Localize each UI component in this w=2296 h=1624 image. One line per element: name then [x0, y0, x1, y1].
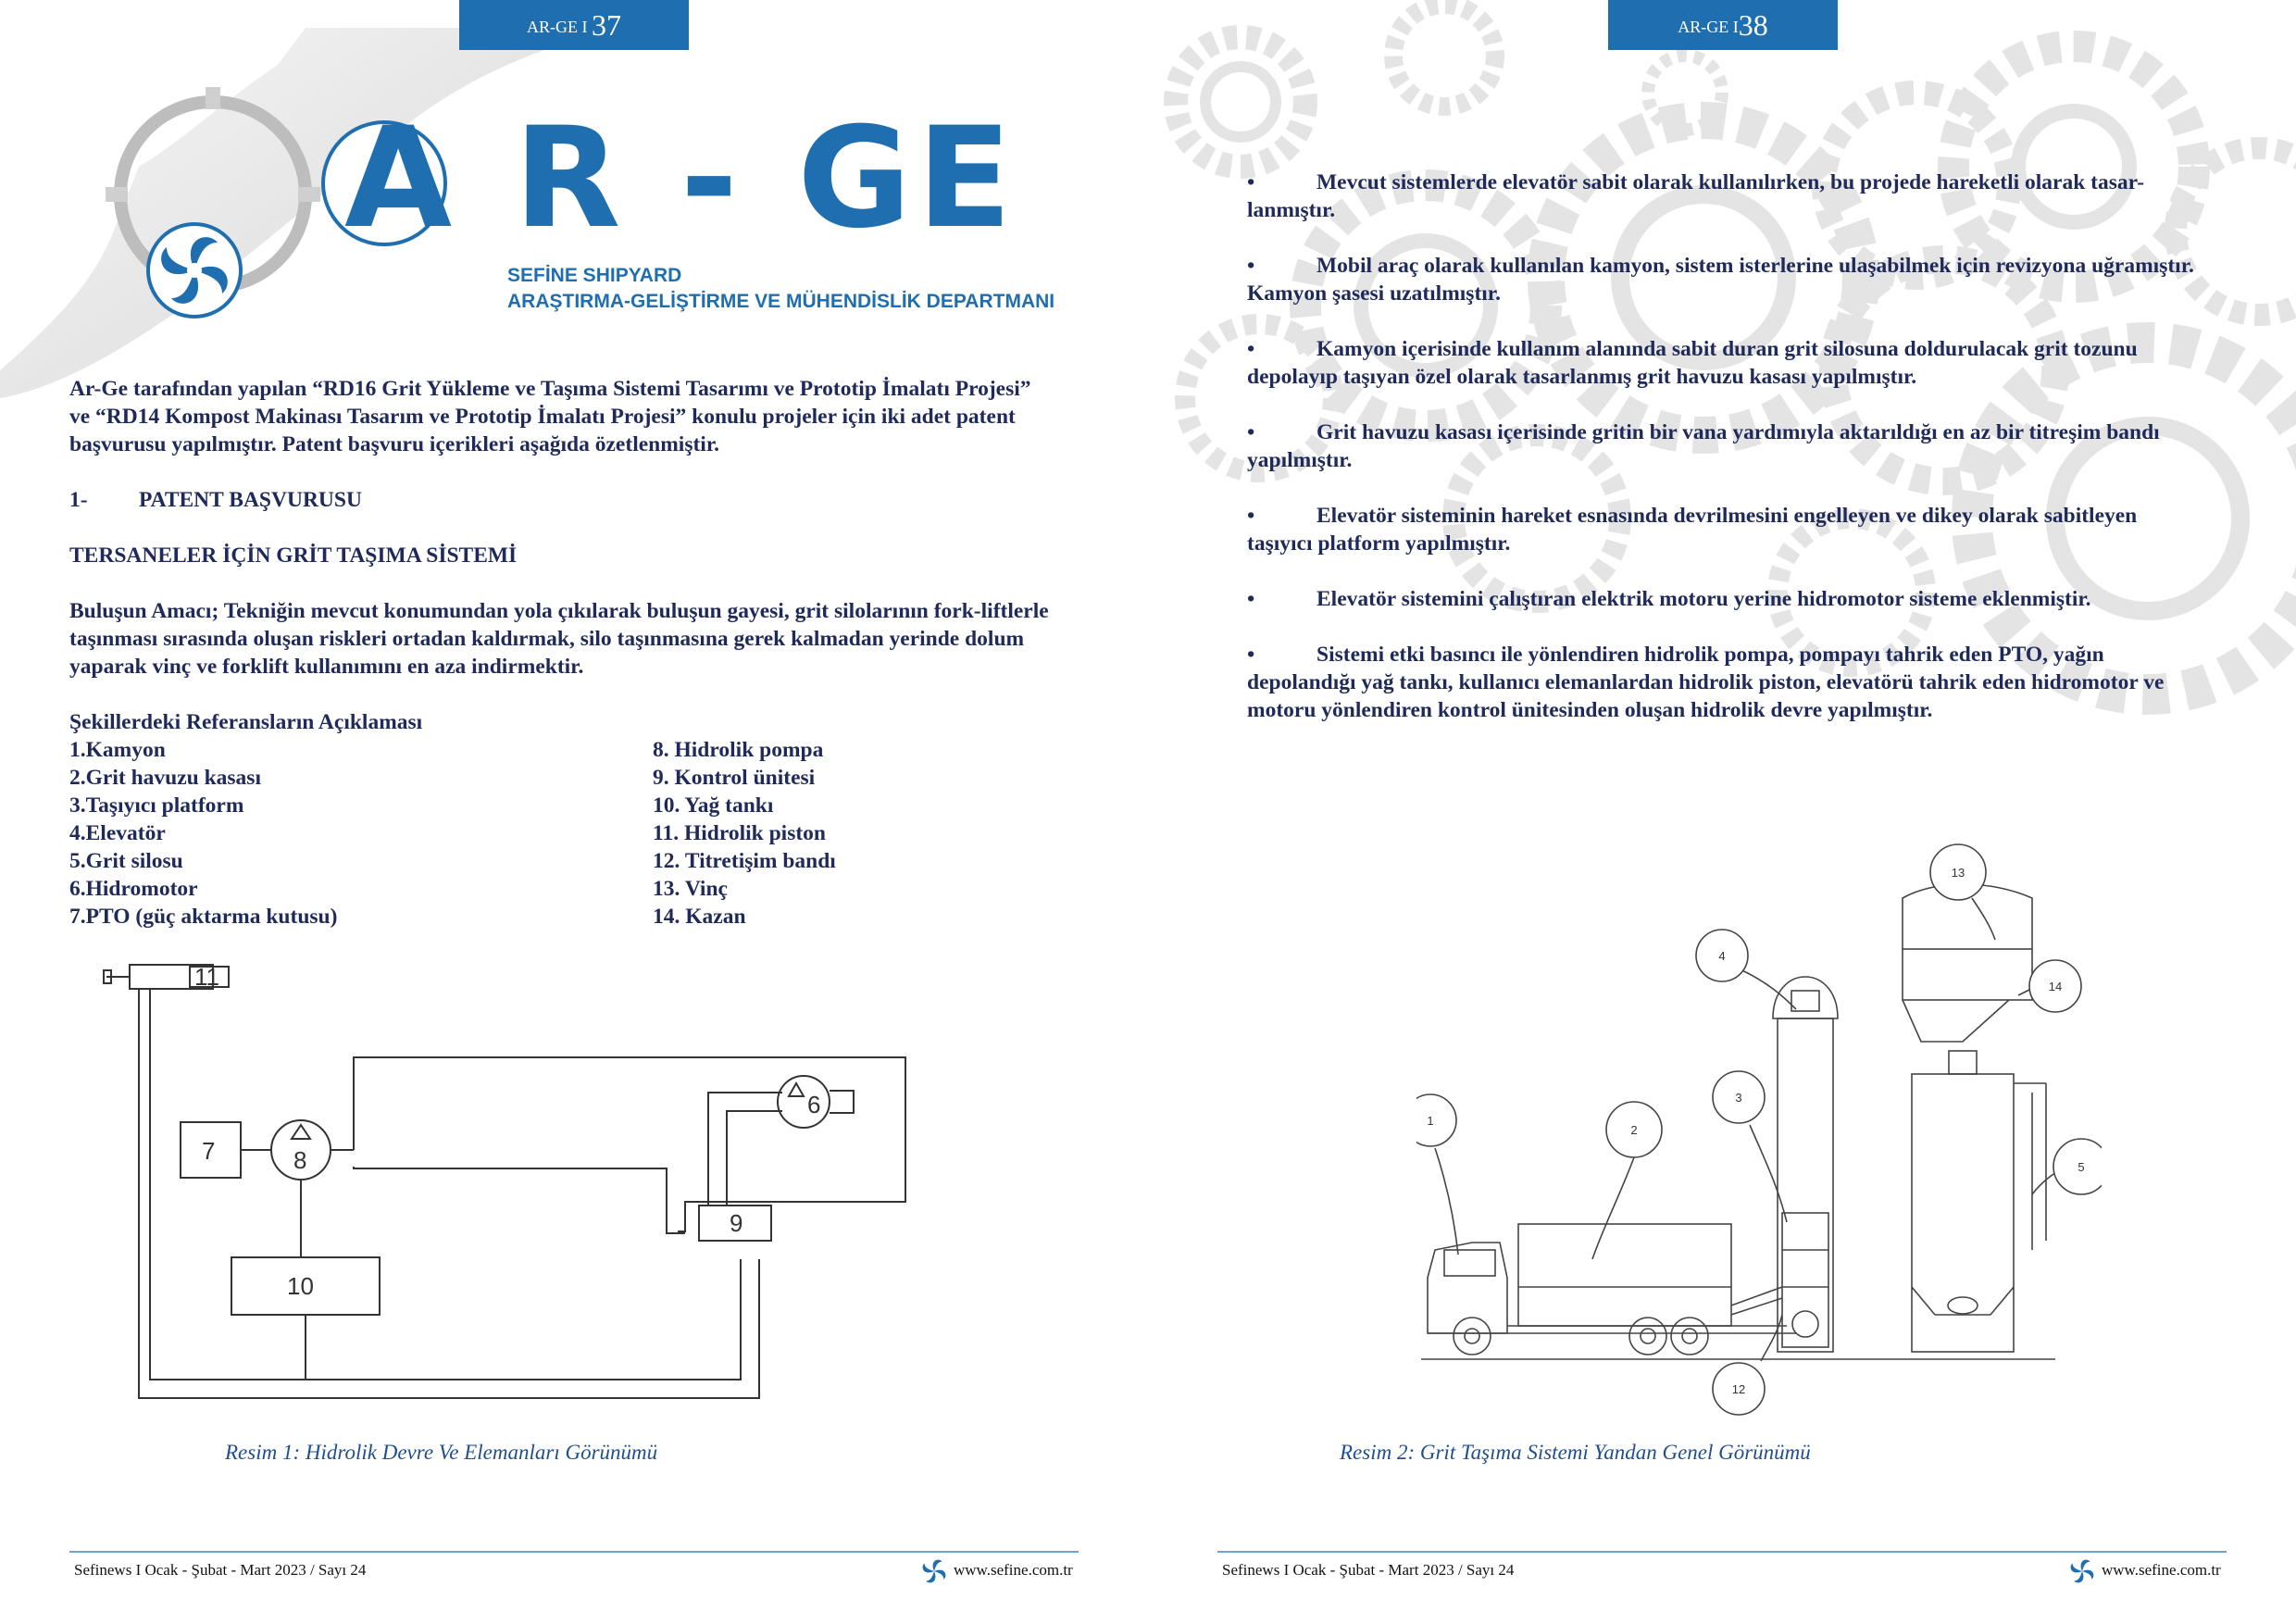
- hydraulic-circuit-diagram: [93, 954, 944, 1417]
- label-8: 8: [293, 1146, 307, 1174]
- left-page-body: [69, 375, 1051, 931]
- department-name: ARAŞTIRMA-GELİŞTİRME VE MÜHENDİSLİK DEPARTMANI: [507, 291, 1055, 312]
- section-label: AR-GE: [1678, 18, 1729, 36]
- sefine-logo-icon: [917, 1554, 952, 1589]
- label-2: 2: [1630, 1123, 1638, 1137]
- purpose-paragraph: Buluşun Amacı; Tekniğin mevcut konumundan yola çıkılarak buluşun gayesi, grit silolarının fork-liftlerle taşınması sırasında oluşan riskleri ortadan kaldırmak, silo taşınmasına gerek kalmadan yerinde dolum yaparak vinç ve forklift kullanımını en aza indirmektir.: [69, 599, 1049, 679]
- label-13: 13: [1951, 866, 1965, 880]
- reference-heading: Şekillerdeki Referansların Açıklaması: [69, 710, 423, 734]
- bullet-text: Kamyon içerisinde kullanım alanında sabit duran grit silosuna doldurulacak grit tozunu depolayıp taşıyan özel olarak tasarlanmış grit havuzu kasası yapılmıştır.: [1247, 337, 2138, 389]
- reference-item: 10. Yağ tankı: [653, 793, 774, 818]
- section-number: 1-: [69, 488, 88, 512]
- truck-wheel: [1629, 1318, 1666, 1355]
- footer-website[interactable]: www.sefine.com.tr: [2102, 1561, 2221, 1579]
- reference-item: 11. Hidrolik piston: [653, 821, 826, 845]
- figure-1-caption: Resim 1: Hidrolik Devre Ve Elemanları Görünümü: [225, 1441, 658, 1464]
- reference-list-right: [653, 736, 836, 931]
- section-title: PATENT BAŞVURUSU: [139, 488, 362, 512]
- bullet-text: Mobil araç olarak kullanılan kamyon, sistem isterlerine ulaşabilmek için revizyona uğramıştır. Kamyon şasesi uzatılmıştır.: [1247, 254, 2194, 306]
- bullet-item: [1247, 502, 2201, 557]
- bullet-dot: •: [1247, 587, 1255, 611]
- bullet-item: [1247, 169, 2201, 224]
- label-11: 11: [194, 963, 219, 991]
- label-10: 10: [287, 1272, 314, 1300]
- footer-website[interactable]: www.sefine.com.tr: [954, 1561, 1073, 1579]
- left-gear-decoration: [0, 28, 555, 417]
- label-5: 5: [2078, 1160, 2085, 1174]
- bullet-text: Elevatör sistemini çalıştıran elektrik motoru yerine hidromotor sisteme eklenmiştir.: [1316, 587, 2091, 611]
- bullet-item: [1247, 641, 2201, 724]
- bullet-text: Grit havuzu kasası içerisinde gritin bir vana yardımıyla aktarıldığı en az bir titreşim bandı yapılmıştır.: [1247, 420, 2160, 472]
- reference-item: 5.Grit silosu: [69, 849, 183, 873]
- reference-item: 14. Kazan: [653, 905, 746, 929]
- bullet-dot: •: [1247, 420, 1255, 444]
- reference-item: 12. Titretişim bandı: [653, 849, 836, 873]
- intro-paragraph: Ar-Ge tarafından yapılan “RD16 Grit Yükleme ve Taşıma Sistemi Tasarımı ve Prototip İmalatı Projesi” ve “RD14 Kompost Makinası Tasarım ve Prototip İmalatı Projesi” konulu projeler için iki adet patent başvurusu yapılmıştır. Patent başvuru içerikleri aşağıda özetlenmiştir.: [69, 377, 1031, 456]
- label-9: 9: [730, 1209, 743, 1237]
- page-header-tab: [1608, 0, 1838, 50]
- label-3: 3: [1735, 1091, 1742, 1105]
- elevator-column: [1778, 1018, 1833, 1352]
- reference-item: 9. Kontrol ünitesi: [653, 766, 816, 790]
- label-4: 4: [1718, 949, 1726, 963]
- reference-item: 7.PTO (güç aktarma kutusu): [69, 905, 338, 929]
- truck-wheel: [1671, 1318, 1708, 1355]
- label-14: 14: [2048, 980, 2063, 993]
- truck-wheel: [1454, 1318, 1491, 1355]
- sefine-logo-icon: [144, 219, 245, 321]
- label-6: 6: [807, 1091, 821, 1118]
- reference-item: 3.Taşıyıcı platform: [69, 793, 244, 818]
- bullet-text: Sistemi etki basıncı ile yönlendiren hidrolik pompa, pompayı tahrik eden PTO, yağın depolandığı yağ tankı, kullanıcı elemanlardan hidrolik piston, elevatörü tahrik eden hidromotor ve motoru yönlendiren kontrol ünitesinden oluşan hidrolik devre yapılmıştır.: [1247, 643, 2165, 722]
- footer-issue: Sefinews I Ocak - Şubat - Mart 2023 / Sayı 24: [74, 1561, 367, 1579]
- bullet-text: Elevatör sisteminin hareket esnasında devrilmesini engelleyen ve dikey olarak sabitleyen taşıyıcı platform yapılmıştır.: [1247, 504, 2138, 556]
- reference-item: 1.Kamyon: [69, 738, 166, 762]
- grit-pool-box: [1518, 1224, 1731, 1326]
- page-number: 37: [592, 8, 621, 42]
- hydromotor-symbol: [778, 1076, 830, 1128]
- separator: I: [581, 18, 588, 36]
- grit-silo: [1912, 1074, 2014, 1352]
- figure-2-caption: Resim 2: Grit Taşıma Sistemi Yandan Genel Görünümü: [1340, 1441, 1811, 1464]
- reference-item: 2.Grit havuzu kasası: [69, 766, 261, 790]
- bullet-dot: •: [1247, 504, 1255, 528]
- section-label: AR-GE: [527, 18, 578, 36]
- bullet-item: [1247, 252, 2201, 307]
- bullet-text: Mevcut sistemlerde elevatör sabit olarak kullanılırken, bu projede hareketli olarak tasar-lanmıştır.: [1247, 170, 2145, 222]
- reference-list: [69, 736, 1051, 931]
- invention-title: TERSANELER İÇİN GRİT TAŞIMA SİSTEMİ: [69, 543, 518, 568]
- logo-letter-a: A: [344, 98, 453, 259]
- reference-item: 4.Elevatör: [69, 821, 166, 845]
- footer-issue: Sefinews I Ocak - Şubat - Mart 2023 / Sayı 24: [1222, 1561, 1515, 1579]
- section-heading: [69, 486, 1051, 514]
- balloon-1: [1416, 1094, 1456, 1146]
- separator: I: [1732, 18, 1739, 36]
- label-7: 7: [202, 1137, 216, 1165]
- boiler-box: [1903, 949, 2032, 1000]
- bullet-dot: •: [1247, 254, 1255, 278]
- footer-line: [1217, 1551, 2227, 1553]
- bullet-dot: •: [1247, 643, 1255, 667]
- sefine-logo-icon: [2065, 1554, 2100, 1589]
- reference-item: 8. Hidrolik pompa: [653, 738, 824, 762]
- right-page-bullets: [1247, 169, 2201, 752]
- page-header-tab: [459, 0, 689, 50]
- reference-list-left: [69, 736, 337, 931]
- page-number: 38: [1738, 8, 1768, 42]
- bullet-dot: •: [1247, 170, 1255, 194]
- footer-line: [69, 1551, 1079, 1553]
- reference-item: 13. Vinç: [653, 877, 728, 901]
- label-1: 1: [1427, 1114, 1434, 1128]
- bullet-item: [1247, 418, 2201, 474]
- bullet-dot: •: [1247, 337, 1255, 361]
- reference-item: 6.Hidromotor: [69, 877, 198, 901]
- logo-title-rest: R - GE: [514, 98, 1017, 259]
- company-name: SEFİNE SHIPYARD: [507, 265, 682, 286]
- grit-system-drawing: [1416, 843, 2102, 1435]
- bullet-item: [1247, 585, 2201, 613]
- bullet-item: [1247, 335, 2201, 391]
- label-12: 12: [1731, 1382, 1746, 1396]
